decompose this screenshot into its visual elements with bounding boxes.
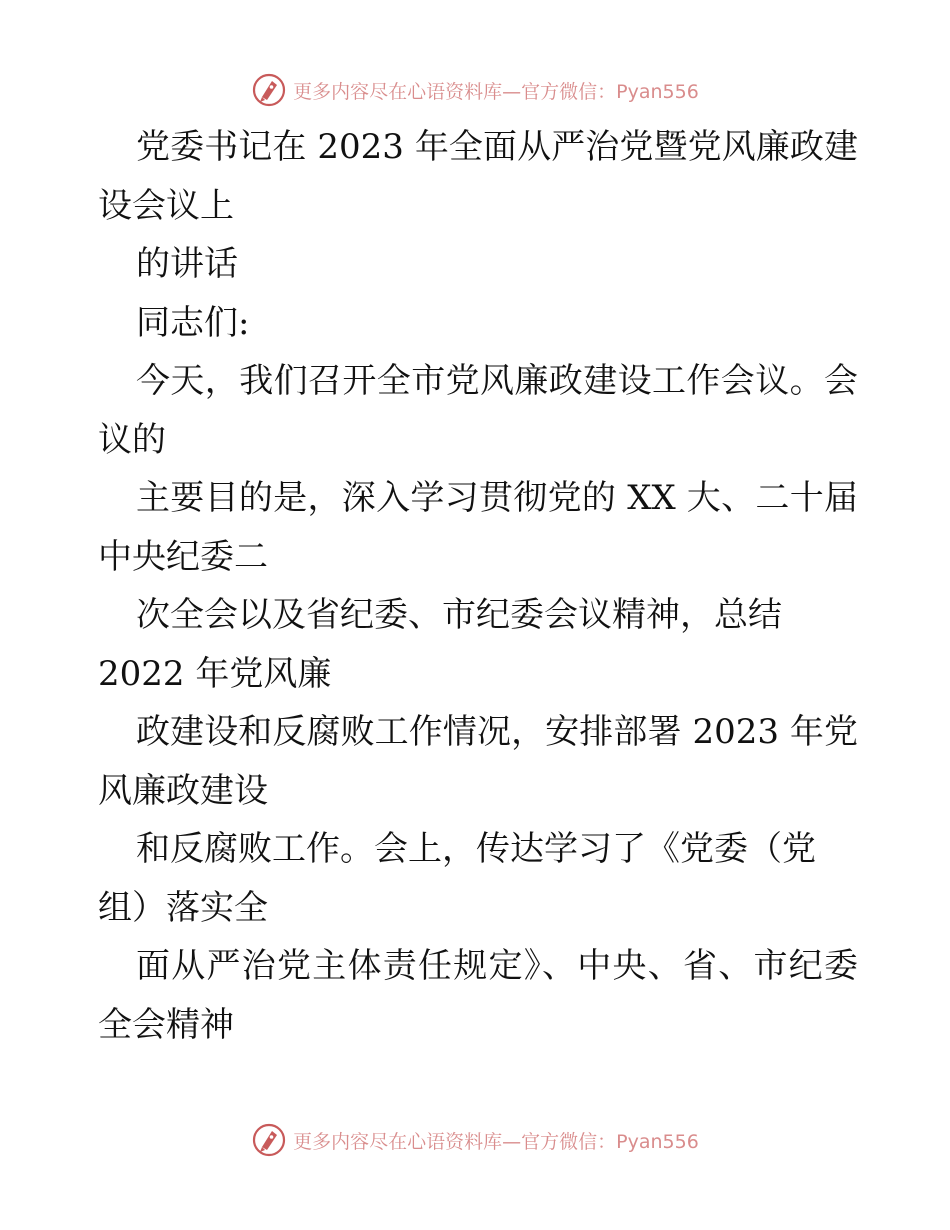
text-line: 政建设和反腐败工作情况，安排部署 2023 年党 — [136, 712, 858, 752]
watermark-text: 更多内容尽在心语资料库—官方微信：Pyan556 — [293, 80, 699, 103]
watermark-header — [0, 68, 950, 112]
text-line: 同志们: — [136, 302, 250, 343]
text-line: 次全会以及省纪委、市纪委会议精神，总结 — [136, 595, 782, 635]
text-line: 全会精神 — [98, 1004, 234, 1045]
text-line: 面从严治党主体责任规定》、中央、省、市纪委 — [136, 946, 858, 986]
text-line: 风廉政建设 — [98, 770, 268, 811]
text-line: 中央纪委二 — [98, 536, 268, 577]
pen-nib-icon — [251, 1122, 287, 1158]
text-line: 主要目的是，深入学习贯彻党的 XX 大、二十届 — [136, 478, 858, 518]
text-line: 今天，我们召开全市党风廉政建设工作会议。会 — [136, 361, 858, 401]
watermark-text: 更多内容尽在心语资料库—官方微信：Pyan556 — [293, 1130, 699, 1153]
text-line: 2022 年党风廉 — [98, 653, 332, 694]
text-line: 议的 — [98, 419, 166, 460]
text-line: 设会议上 — [98, 185, 234, 226]
text-line: 组）落实全 — [98, 887, 268, 928]
text-line: 和反腐败工作。会上，传达学习了《党委（党 — [136, 829, 816, 869]
document-body — [98, 118, 858, 1054]
pen-nib-icon — [251, 72, 287, 108]
text-line: 的讲话 — [136, 244, 238, 284]
text-line: 党委书记在 2023 年全面从严治党暨党风廉政建 — [136, 127, 858, 167]
watermark-footer — [0, 1118, 950, 1162]
